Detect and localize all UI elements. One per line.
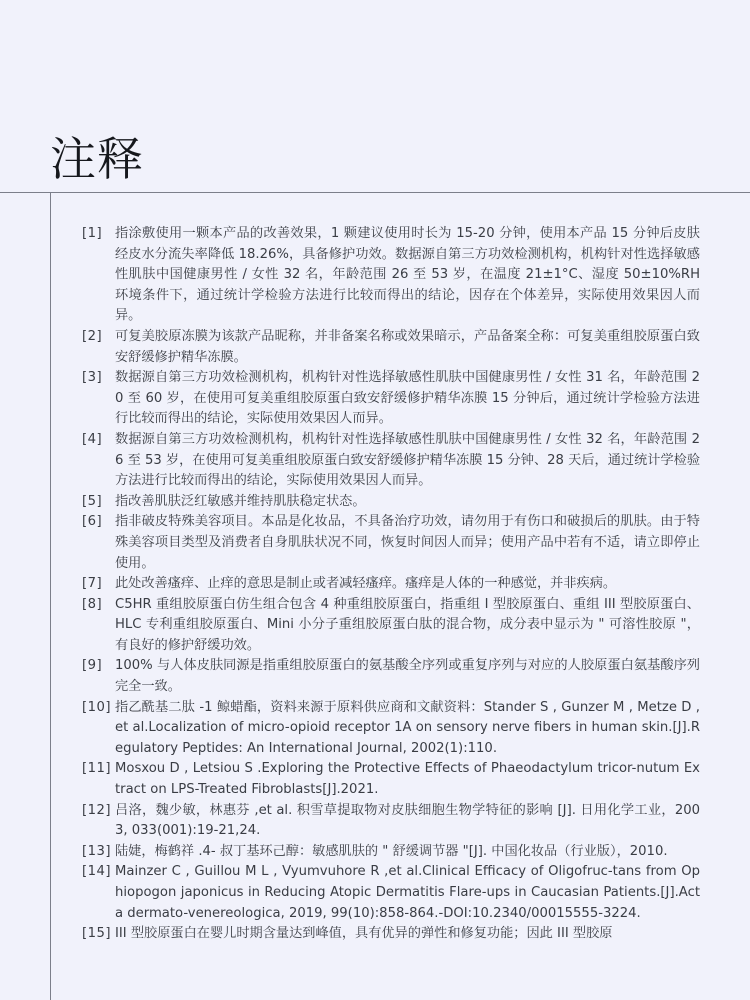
note-text: 指乙酰基二肽 -1 鲸蜡酯，资料来源于原料供应商和文献资料：Stander S , Gunzer M , Metze D ,et al.Localization of micro-opioid receptor 1A on sensory nerve fibers in human skin.[J].Regulatory Peptides: An International Journal, 2002(1):110. xyxy=(115,699,700,756)
note-number: [12] xyxy=(82,802,112,818)
note-text: 数据源自第三方功效检测机构，机构针对性选择敏感性肌肤中国健康男性 / 女性 32 名，年龄范围 26 至 53 岁，在使用可复美重组胶原蛋白致安舒缓修护精华冻膜 15 分钟、28 天后，通过统计学检验方法进行比较而得出的结论，实际使用效果因人而异。 xyxy=(115,431,701,489)
note-number: [15] xyxy=(82,926,112,942)
note-number: [4] xyxy=(82,431,103,447)
note-number: [10] xyxy=(82,699,112,715)
note-item xyxy=(82,698,700,760)
vertical-divider xyxy=(50,192,51,1000)
notes-list xyxy=(82,224,700,945)
note-number: [9] xyxy=(82,658,103,674)
note-number: [1] xyxy=(82,226,103,241)
note-item xyxy=(82,327,700,368)
note-text: 指改善肌肤泛红敏感并维持肌肤稳定状态。 xyxy=(115,493,366,509)
note-item xyxy=(82,430,700,492)
note-number: [3] xyxy=(82,370,103,386)
note-number: [14] xyxy=(82,864,112,880)
note-number: [2] xyxy=(82,328,103,344)
note-text: 指非破皮特殊美容项目。本品是化妆品，不具备治疗功效，请勿用于有伤口和破损后的肌肤。由于特殊美容项目类型及消费者自身肌肤状况不同，恢复时间因人而异；使用产品中若有不适，请立即停止使用。 xyxy=(115,514,700,571)
note-text: 陆婕，梅鹤祥 .4- 叔丁基环己醇：敏感肌肤的 " 舒缓调节器 "[J]. 中国化妆品（行业版），2010. xyxy=(115,843,668,859)
note-item xyxy=(82,759,700,800)
note-number: [7] xyxy=(82,576,103,592)
note-number: [5] xyxy=(82,493,103,509)
note-item xyxy=(82,492,700,513)
note-text: 此处改善瘙痒、止痒的意思是制止或者减轻瘙痒。瘙痒是人体的一种感觉，并非疾病。 xyxy=(115,576,617,592)
note-number: [13] xyxy=(82,843,112,859)
note-text: 可复美胶原冻膜为该款产品昵称，并非备案名称或效果暗示，产品备案全称：可复美重组胶原蛋白致安舒缓修护精华冻膜。 xyxy=(115,328,700,365)
note-text: 数据源自第三方功效检测机构，机构针对性选择敏感性肌肤中国健康男性 / 女性 31 名，年龄范围 20 至 60 岁，在使用可复美重组胶原蛋白致安舒缓修护精华冻膜 15 分钟后，通过统计学检验方法进行比较而得出的结论，实际使用效果因人而异。 xyxy=(115,370,700,427)
note-item xyxy=(82,801,700,842)
note-item xyxy=(82,924,700,945)
note-item xyxy=(82,842,700,863)
note-item xyxy=(82,862,700,924)
note-text: 吕洛，魏少敏，林惠芬 ,et al. 积雪草提取物对皮肤细胞生物学特征的影响 [J]. 日用化学工业，2003, 033(001):19-21,24. xyxy=(115,802,700,839)
note-item xyxy=(82,574,700,595)
note-item xyxy=(82,595,700,657)
note-number: [8] xyxy=(82,596,103,612)
note-number: [11] xyxy=(82,761,112,777)
note-item xyxy=(82,224,700,327)
note-text: 指涂敷使用一颗本产品的改善效果，1 颗建议使用时长为 15-20 分钟，使用本产品 15 分钟后皮肤经皮水分流失率降低 18.26%，具备修护功效。数据源自第三方功效检测机构，机构针对性选择敏感性肌肤中国健康男性 / 女性 32 名，年龄范围 26 至 53 岁，在温度 21±1°C、湿度 50±10%RH 环境条件下，通过统计学检验方法进行比较而得出的结论，因存在个体差异，实际使用效果因人而异。 xyxy=(115,226,700,324)
note-item xyxy=(82,512,700,574)
note-text: 100% 与人体皮肤同源是指重组胶原蛋白的氨基酸全序列或重复序列与对应的人胶原蛋白氨基酸序列完全一致。 xyxy=(115,658,700,695)
note-text: III 型胶原蛋白在婴儿时期含量达到峰值，具有优异的弹性和修复功能；因此 III 型胶原 xyxy=(115,926,613,942)
page-title: 注释 xyxy=(50,131,144,186)
note-number: [6] xyxy=(82,514,103,530)
note-text: Mosxou D , Letsiou S .Exploring the Protective Effects of Phaeodactylum tricor-nutum Extract on LPS-Treated Fibroblasts[J].2021. xyxy=(115,761,700,798)
note-item xyxy=(82,368,700,430)
horizontal-divider xyxy=(0,192,750,193)
note-item xyxy=(82,656,700,697)
note-text: Mainzer C , Guillou M L , Vyumvuhore R ,et al.Clinical Efficacy of Oligofruc-tans from Ophiopogon japonicus in Reducing Atopic Dermatitis Flare-ups in Caucasian Patients.[J].Acta dermato-venereologica, 2019, 99(10):858-864.-DOI:10.2340/00015555-3224. xyxy=(115,864,700,921)
note-text: C5HR 重组胶原蛋白仿生组合包含 4 种重组胶原蛋白，指重组 I 型胶原蛋白、重组 III 型胶原蛋白、HLC 专利重组胶原蛋白、Mini 小分子重组胶原蛋白肽的混合物，成分表中显示为 " 可溶性胶原 "，有良好的修护舒缓功效。 xyxy=(115,596,700,653)
